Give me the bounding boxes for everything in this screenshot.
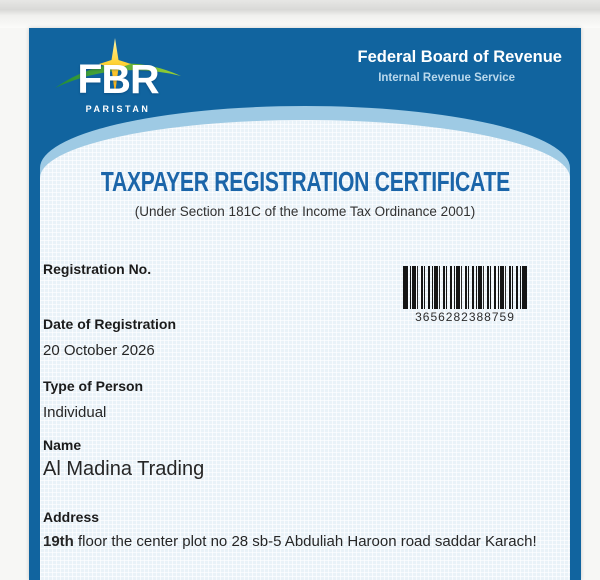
- name-label: Name: [43, 437, 82, 453]
- date-of-registration-value: 20 October 2026: [43, 342, 155, 359]
- type-of-person-label: Type of Person: [43, 378, 144, 394]
- logo-acronym: FBR: [77, 56, 159, 102]
- org-department: Internal Revenue Service: [378, 72, 515, 84]
- barcode-number: 3656282388759: [415, 310, 515, 324]
- paper-top-edge: [0, 0, 600, 28]
- registration-no-label: Registration No.: [43, 261, 152, 277]
- taxpayer-certificate: [29, 28, 581, 580]
- barcode-block: [403, 266, 529, 324]
- name-value: Al Madina Trading: [43, 458, 205, 480]
- logo-country-label: PARISTAN: [85, 104, 151, 114]
- date-of-registration-label: Date of Registration: [43, 316, 177, 332]
- address-value-bold: 19th: [43, 533, 74, 550]
- org-name: Federal Board of Revenue: [357, 48, 562, 66]
- address-value-rest: floor the center plot no 28 sb-5 Abduliah Haroon road saddar Karach!: [73, 533, 537, 550]
- address-value: [43, 533, 537, 550]
- type-of-person-value: Individual: [43, 404, 107, 421]
- certificate-title: TAXPAYER REGISTRATION CERTIFICATE: [100, 167, 510, 198]
- certificate-subtitle: (Under Section 181C of the Income Tax Ordinance 2001): [134, 204, 476, 219]
- address-label: Address: [43, 509, 100, 525]
- fbr-logo: [51, 34, 185, 126]
- barcode-icon: [403, 266, 527, 309]
